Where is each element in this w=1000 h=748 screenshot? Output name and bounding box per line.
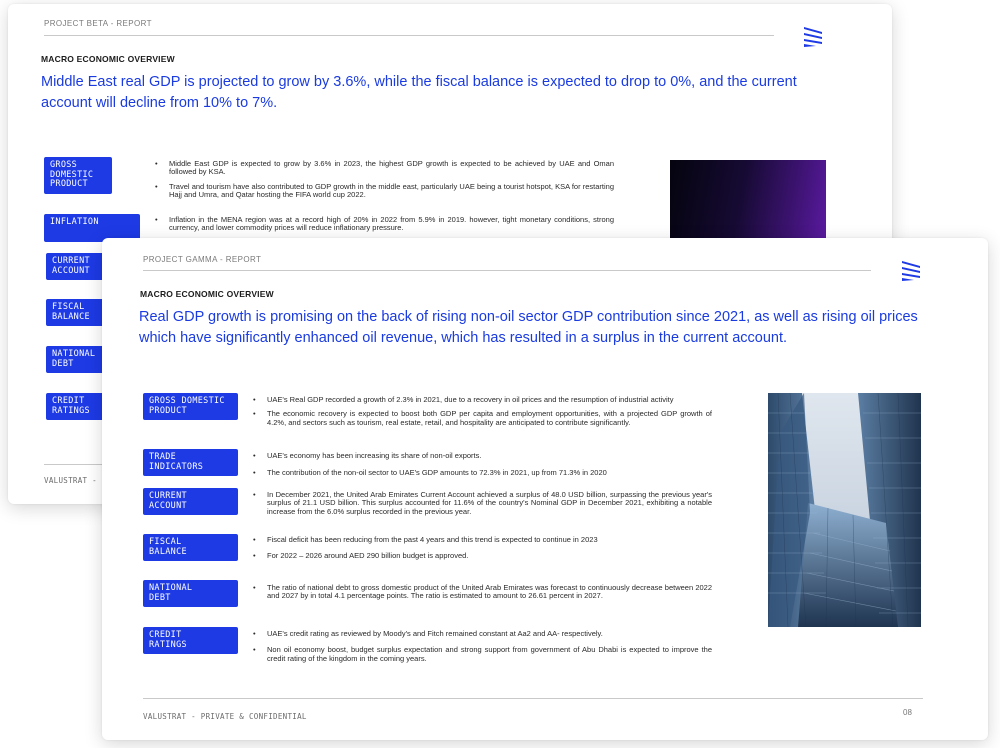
tag-trade-indicators: TRADE INDICATORS [143,449,238,476]
abstract-purple-image [670,160,826,240]
bullet-item: • The economic recovery is expected to boost both GDP per capita and employment opportunities, with a projected GDP growth of 4.2%, and sectors such as tourism, real estate, retail, and hospitality are anticipated to contribute significantly. [252,410,712,427]
footer-label: VALUSTRAT - PRIVATE & CONFIDENTIAL [143,712,307,721]
bullet-item: • UAE's economy has been increasing its share of non-oil exports. [252,452,712,460]
header-divider [143,270,871,271]
bullet-item: • UAE's credit rating as reviewed by Moody's and Fitch remained constant at Aa2 and AA- respectively. [252,630,712,638]
tag-national-debt: NATIONAL DEBT [143,580,238,607]
bullet-item: • Middle East GDP is expected to grow by 3.6% in 2023, the highest GDP growth is expected to be achieved by UAE and Oman followed by KSA. [154,160,614,177]
trade-bullet-list [252,452,712,484]
page-headline: Real GDP growth is promising on the back of rising non-oil sector GDP contribution since 2021, as well as rising oil prices which have significantly enhanced oil revenue, which has resulted in a surplus in the current account. [139,309,918,346]
bullet-item: • Travel and tourism have also contributed to GDP growth in the middle east, particularly UAE being a tourist hotspot, KSA for restarting Hajj and Umra, and Qatar hosting the FIFA world cup 2022. [154,183,614,200]
page-header-label: PROJECT BETA - REPORT [44,19,152,28]
footer-divider [143,698,923,699]
header-divider [44,35,774,36]
report-page-front [102,238,988,740]
page-headline: Middle East real GDP is projected to grow by 3.6%, while the fiscal balance is expected to drop to 0%, and the current account will decline from 10% to 7%. [41,74,797,111]
bullet-item: • For 2022 – 2026 around AED 290 billion budget is approved. [252,552,712,560]
tag-national-debt: NATIONAL DEBT [46,346,142,373]
national-debt-bullet-list [252,584,712,607]
bullet-item: • Non oil economy boost, budget surplus expectation and strong support from government of Abu Dhabi is expected to improve the credit rating of the kingdom in the coming years. [252,646,712,663]
bullet-item: • In December 2021, the United Arab Emirates Current Account achieved a surplus of 48.0 USD billion, surpassing the previous year's surplus of 21.1 USD billion. This surplus accounted for 11.6% of the country's Nominal GDP in December 2021, exhibiting a notable increase from the 6.0% surplus recorded in the previous year. [252,491,712,516]
page-header-label: PROJECT GAMMA - REPORT [143,255,262,264]
inflation-bullet-list [154,216,614,239]
tag-fiscal-balance: FISCAL BALANCE [143,534,238,561]
page-number: 08 [903,708,912,717]
skyscraper-illustration [768,393,921,627]
current-account-bullet-list [252,491,712,522]
footer-divider [44,464,104,465]
tag-gross-domestic-product: GROSS DOMESTIC PRODUCT [143,393,238,420]
tag-gross-domestic-product: GROSS DOMESTIC PRODUCT [44,157,112,194]
tag-current-account: CURRENT ACCOUNT [46,253,142,280]
tag-fiscal-balance: FISCAL BALANCE [46,299,142,326]
gdp-bullet-list [154,160,614,206]
fiscal-bullet-list [252,536,712,567]
gdp-bullet-list [252,396,712,433]
section-title: MACRO ECONOMIC OVERVIEW [140,289,274,299]
tag-credit-ratings: CREDIT RATINGS [143,627,238,654]
tag-inflation: INFLATION [44,214,140,242]
section-title: MACRO ECONOMIC OVERVIEW [41,54,175,64]
bullet-item: • Fiscal deficit has been reducing from the past 4 years and this trend is expected to continue in 2023 [252,536,712,544]
footer-label: VALUSTRAT - [44,476,97,485]
bullet-item: • Inflation in the MENA region was at a record high of 20% in 2022 from 5.9% in 2019. however, tight monetary conditions, strong currency, and lower commodity prices will reduce inflationary pressure. [154,216,614,233]
credit-ratings-bullet-list [252,630,712,669]
tag-credit-ratings: CREDIT RATINGS [46,393,142,420]
company-logo-icon [900,258,922,282]
skyscraper-image [768,393,921,627]
bullet-item: • The ratio of national debt to gross domestic product of the United Arab Emirates was forecast to continuously decrease between 2022 and 2027 by in total 4.1 percentage points. The ratio is estimated to amount to 26.61 percent in 2027. [252,584,712,601]
tag-current-account: CURRENT ACCOUNT [143,488,238,515]
company-logo-icon [802,24,824,48]
bullet-item: • The contribution of the non-oil sector to UAE's GDP amounts to 72.3% in 2021, up from 71.3% in 2020 [252,469,712,477]
bullet-item: • UAE's Real GDP recorded a growth of 2.3% in 2021, due to a recovery in oil prices and the resumption of industrial activity [252,396,712,404]
